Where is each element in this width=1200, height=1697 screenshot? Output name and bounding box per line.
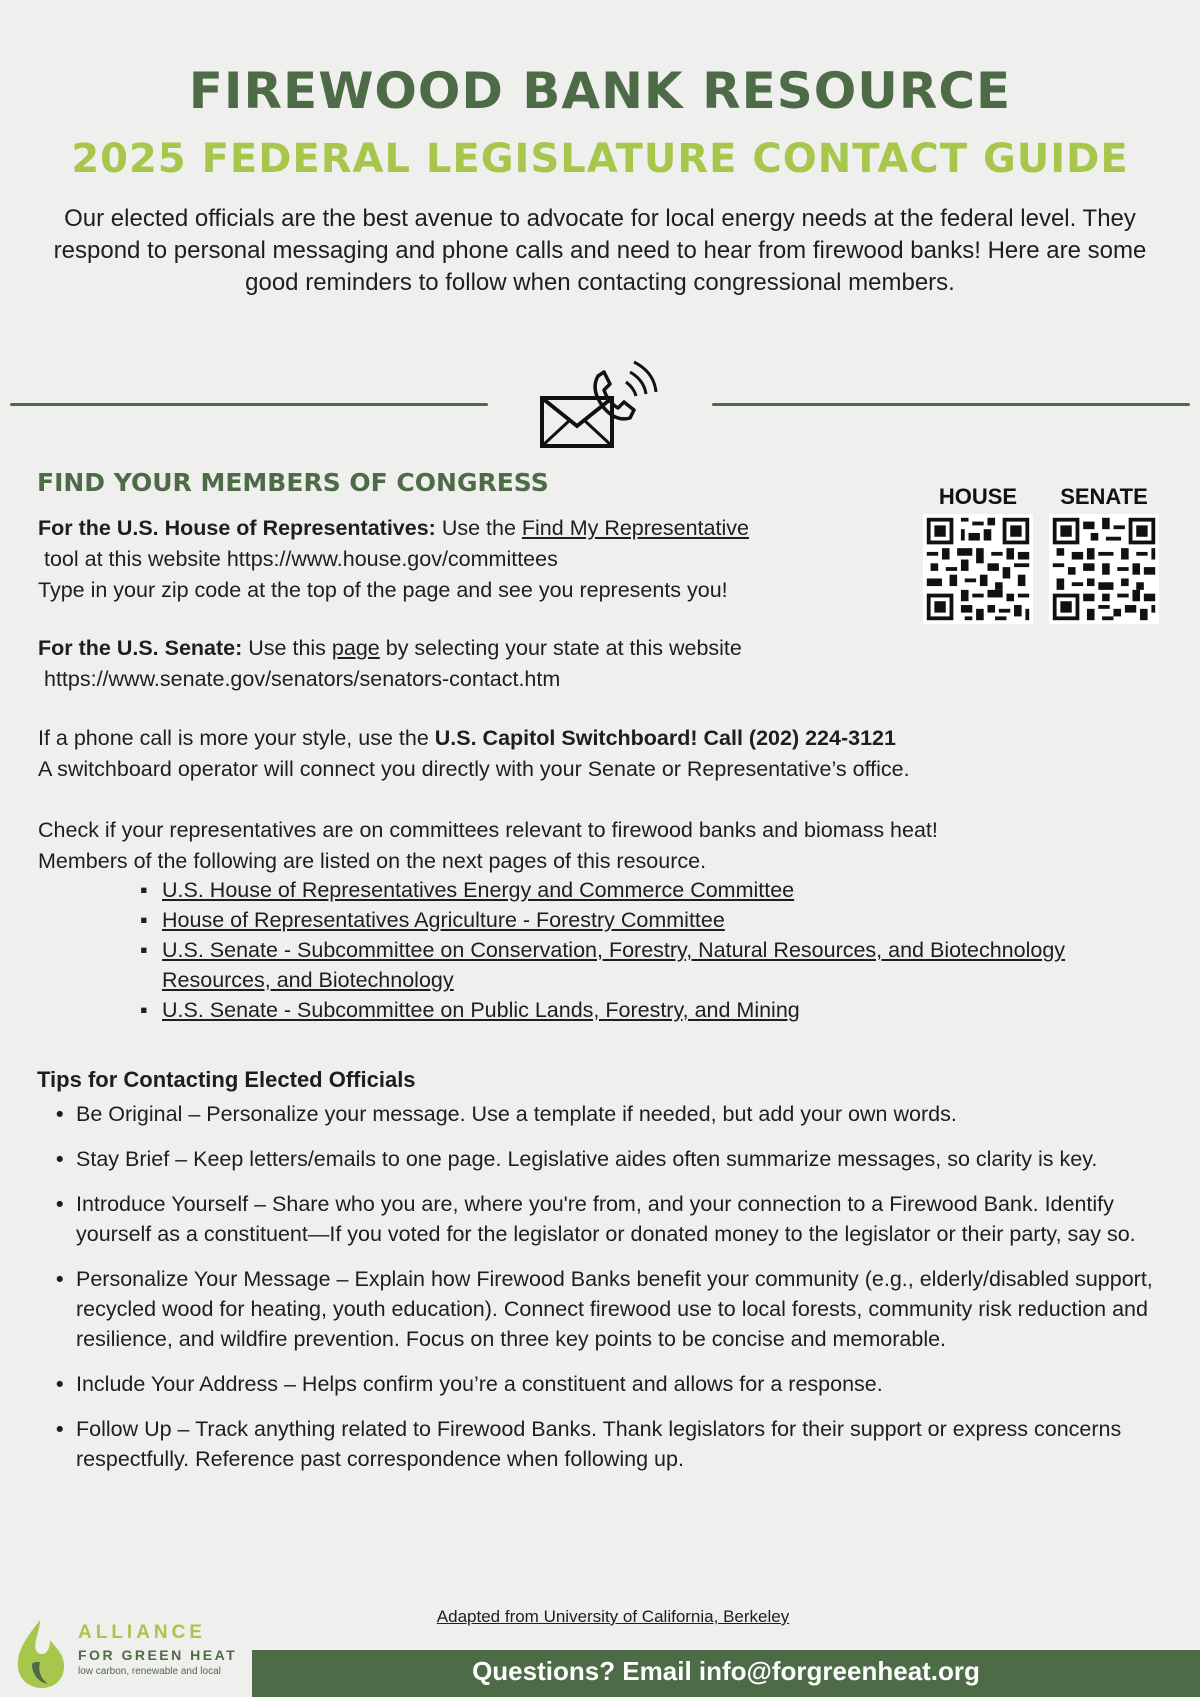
senate-label: For the U.S. Senate: <box>38 636 243 660</box>
committee-link[interactable]: ▪ House of Representatives Agriculture - Forestry Committee <box>138 905 1098 935</box>
divider-right <box>712 403 1190 406</box>
committee-link[interactable]: ▪ U.S. Senate - Subcommittee on Public Lands, Forestry, and Mining <box>138 995 1098 1025</box>
credit-link[interactable]: Adapted from University of California, Berkeley <box>436 1607 790 1626</box>
find-my-representative-link[interactable]: Find My Representative <box>521 516 749 540</box>
committee-link[interactable]: ▪ U.S. House of Representatives Energy and Commerce Committee <box>138 875 1098 905</box>
house-instructions <box>38 513 1153 606</box>
switchboard-note: A switchboard operator will connect you directly with your Senate or Representative’s office. <box>38 757 910 781</box>
house-label: For the U.S. House of Representatives: <box>38 516 436 540</box>
senate-url[interactable]: https://www.senate.gov/senators/senators-contact.htm <box>44 667 561 691</box>
divider-left <box>10 403 488 406</box>
logo-text-green-heat: FOR GREEN HEAT <box>78 1647 238 1663</box>
committee-list <box>138 875 1098 1025</box>
tips-heading: Tips for Contacting Elected Officials <box>37 1067 416 1092</box>
tip-item: • Include Your Address – Helps confirm you’re a constituent and allows for a response. <box>54 1369 1154 1399</box>
committee-link[interactable]: ▪ U.S. Senate - Subcommittee on Conservation, Forestry, Natural Resources, and Biotechnology Resources, and Biotechnology <box>138 935 1098 995</box>
tips-list <box>54 1099 1154 1489</box>
find-members-heading: FIND YOUR MEMBERS OF CONGRESS <box>37 468 549 497</box>
senate-text: Use this <box>242 636 332 660</box>
alliance-logo <box>10 1618 250 1697</box>
house-url[interactable]: tool at this website https://www.house.gov/committees <box>44 547 558 571</box>
footer-email[interactable]: Questions? Email info@forgreenheat.org <box>472 1656 980 1686</box>
page-title: FIREWOOD BANK RESOURCE <box>188 62 1012 120</box>
committees-intro <box>38 815 1153 877</box>
tip-item: • Follow Up – Track anything related to Firewood Banks. Thank legislators for their support or express concerns respectfully. Reference past correspondence when following up. <box>54 1414 1154 1474</box>
tip-item: • Personalize Your Message – Explain how Firewood Banks benefit your community (e.g., elderly/disabled support, recycled wood for heating, youth education). Connect firewood use to local forests, community risk reduction and resilience, and wildfire prevention. Focus on three key points to be concise and memorable. <box>54 1264 1154 1354</box>
senate-text-2: by selecting your state at this website <box>379 636 742 660</box>
flame-logo-icon <box>10 1618 70 1690</box>
phone-text: If a phone call is more your style, use the <box>38 726 435 750</box>
tip-item: • Stay Brief – Keep letters/emails to one page. Legislative aides often summarize messages, so clarity is key. <box>54 1144 1154 1174</box>
logo-tagline: low carbon, renewable and local <box>78 1666 221 1677</box>
logo-text-alliance: ALLIANCE <box>78 1622 207 1643</box>
switchboard-number: U.S. Capitol Switchboard! Call (202) 224-3121 <box>434 726 896 750</box>
committees-intro-1: Check if your representatives are on committees relevant to firewood banks and biomass heat! <box>38 818 938 842</box>
house-text: Use the <box>435 516 522 540</box>
page-subtitle: 2025 FEDERAL LEGISLATURE CONTACT GUIDE <box>71 136 1129 182</box>
intro-paragraph: Our elected officials are the best avenue to advocate for local energy needs at the federal level. They respond to personal messaging and phone calls and need to hear from firewood banks! Here are some good reminders to follow when contacting congressional members. <box>53 205 1147 296</box>
tip-item: • Be Original – Personalize your message. Use a template if needed, but add your own words. <box>54 1099 1154 1129</box>
house-zip-instruction: Type in your zip code at the top of the page and see you represents you! <box>38 578 728 602</box>
house-qr-label: HOUSE <box>938 484 1018 509</box>
tip-item: • Introduce Yourself – Share who you are, where you're from, and your connection to a Firewood Bank. Identify yourself as a constituent—If you voted for the legislator or donated money to the legislator or their party, say so. <box>54 1189 1154 1249</box>
committees-intro-2: Members of the following are listed on the next pages of this resource. <box>38 849 707 873</box>
senate-page-link[interactable]: page <box>331 636 380 660</box>
senate-instructions <box>38 633 1153 695</box>
envelope-phone-icon <box>540 356 660 452</box>
phone-instructions <box>38 723 1153 785</box>
senate-qr-label: SENATE <box>1060 484 1148 509</box>
